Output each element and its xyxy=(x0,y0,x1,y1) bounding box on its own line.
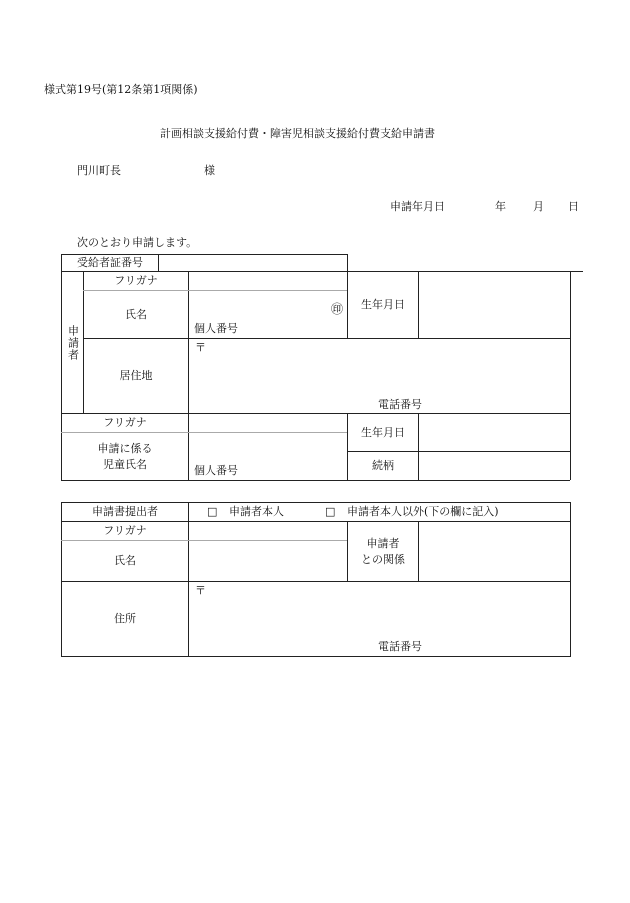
submitter-phone-label: 電話番号 xyxy=(378,640,422,653)
child-furigana-label: フリガナ xyxy=(103,416,147,429)
option-self-checkbox[interactable]: □ xyxy=(207,505,218,518)
child-name-label xyxy=(62,433,188,480)
submitter-relation-line2: との関係 xyxy=(361,552,405,566)
child-furigana-field[interactable] xyxy=(189,414,347,432)
applicant-name-label: 氏名 xyxy=(125,307,147,321)
application-date-label: 申請年月日 xyxy=(390,200,445,213)
child-name-label-line2: 児童氏名 xyxy=(103,457,147,471)
applicant-furigana-label: フリガナ xyxy=(114,274,158,287)
option-self-label: 申請者本人 xyxy=(229,505,284,518)
cert-number-label: 受給者証番号 xyxy=(77,256,143,269)
honorific: 様 xyxy=(204,164,215,177)
year-label: 年 xyxy=(495,200,506,213)
submitter-furigana-field[interactable] xyxy=(189,522,347,540)
applicant-phone-label: 電話番号 xyxy=(378,398,422,411)
child-birth-field[interactable] xyxy=(419,414,570,451)
applicant-side-label: 申請者 xyxy=(66,324,80,361)
day-label: 日 xyxy=(568,200,579,213)
submitter-name-field[interactable] xyxy=(189,541,347,581)
submitter-postal-mark: 〒 xyxy=(195,584,206,597)
submitter-relation-line1: 申請者 xyxy=(366,536,400,550)
option-other-label: 申請者本人以外(下の欄に記入) xyxy=(347,505,499,518)
submitter-label: 申請書提出者 xyxy=(92,505,158,518)
month-label: 月 xyxy=(533,200,544,213)
addressee: 門川町長 xyxy=(77,164,121,177)
child-relation-label: 続柄 xyxy=(372,459,394,472)
applicant-birth-label: 生年月日 xyxy=(361,298,405,311)
submitter-name-label: 氏名 xyxy=(114,554,136,567)
applicant-birth-field[interactable] xyxy=(419,272,570,338)
child-personal-number-label: 個人番号 xyxy=(194,464,238,477)
intro-text: 次のとおり申請します。 xyxy=(77,236,198,249)
applicant-address-label: 居住地 xyxy=(119,369,153,382)
submitter-relation-field[interactable] xyxy=(419,522,570,581)
seal-mark: ㊞ xyxy=(331,302,344,316)
child-relation-field[interactable] xyxy=(419,452,570,480)
submitter-relation-label xyxy=(348,522,418,581)
form-title: 計画相談支援給付費・障害児相談支援給付費支給申請書 xyxy=(160,127,435,140)
applicant-furigana-field[interactable] xyxy=(189,272,347,290)
child-birth-label: 生年月日 xyxy=(361,425,405,439)
form-number: 様式第19号(第12条第1項関係) xyxy=(44,83,198,96)
cert-number-field[interactable] xyxy=(159,255,347,271)
child-name-label-line1: 申請に係る xyxy=(97,441,153,455)
option-other-checkbox[interactable]: □ xyxy=(325,505,336,518)
applicant-postal-mark: 〒 xyxy=(195,341,206,354)
applicant-personal-number-label: 個人番号 xyxy=(194,322,238,335)
submitter-furigana-label: フリガナ xyxy=(103,524,147,537)
submitter-address-label: 住所 xyxy=(114,612,136,625)
